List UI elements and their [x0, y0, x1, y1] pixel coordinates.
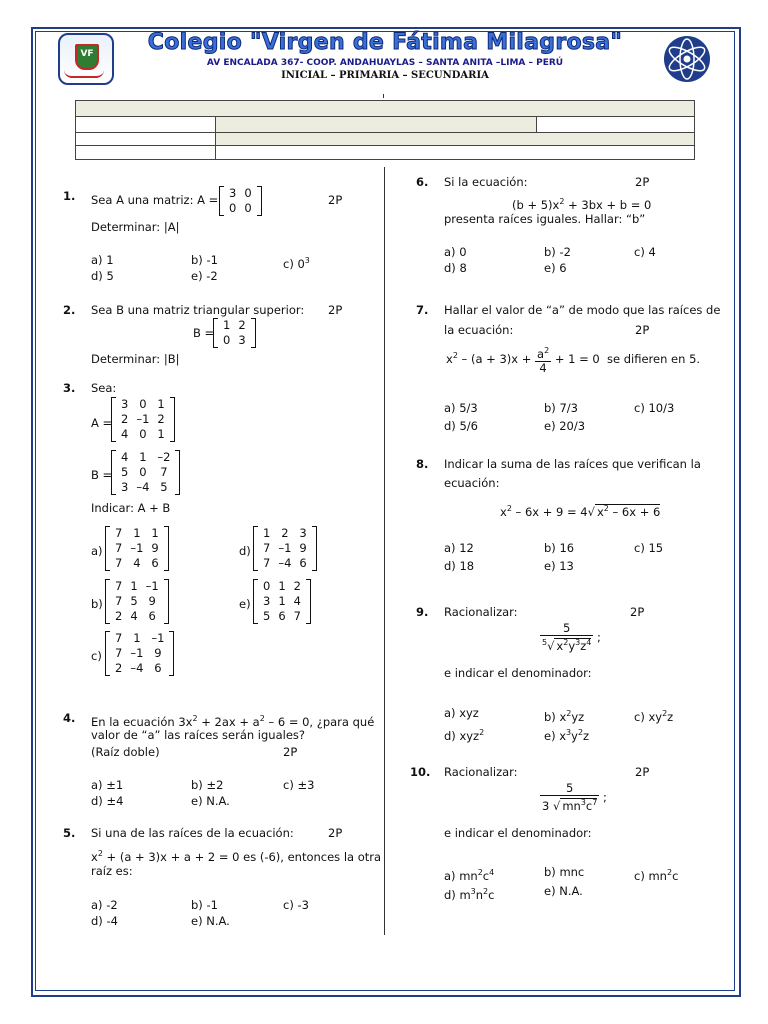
question-ask: Indicar: A + B — [91, 501, 171, 515]
option-c[interactable]: c) ±3 — [283, 778, 315, 792]
question-text-line-1: Indicar la suma de las raíces que verifican la — [444, 457, 701, 471]
question-text-line-3: e indicar el denominador: — [444, 666, 592, 680]
option-b-label[interactable]: b) — [91, 597, 103, 611]
question-points: 2P — [283, 745, 298, 759]
question-equation: $(b + 5)x^2 + 3bx + b = 0$ — [512, 197, 652, 212]
matrix-lhs: B = — [193, 326, 215, 340]
question-7 — [416, 302, 721, 437]
option-d[interactable]: d) 18 — [444, 559, 475, 573]
school-name: Colegio "Virgen de Fátima Milagrosa" — [147, 30, 623, 55]
option-b[interactable]: b) 16 — [544, 541, 575, 555]
info-label-cell — [76, 133, 216, 146]
info-title-cell[interactable] — [76, 101, 695, 117]
question-text-line-3: (Raíz doble) — [91, 745, 160, 759]
question-number: 7. — [416, 303, 429, 317]
option-e[interactable]: e) N.A. — [544, 884, 583, 898]
option-c[interactable]: c) 4 — [634, 245, 656, 259]
question-text-line-1: En la ecuación $3x^2 + 2ax + a^2 - 6 = 0$, ¿para qué — [91, 714, 375, 729]
option-e[interactable]: e) 6 — [544, 261, 567, 275]
question-text-line-2: $x^2 + (a + 3)x + a + 2 = 0$ es (-6), entonces la otra — [91, 849, 382, 864]
question-number: 9. — [416, 605, 429, 619]
question-points: 2P — [328, 826, 343, 840]
option-e[interactable]: e) N.A. — [191, 914, 230, 928]
question-number: 2. — [63, 303, 76, 317]
option-d[interactable]: d) $m^3n^2c$ — [444, 887, 495, 902]
option-a[interactable]: a) 12 — [444, 541, 474, 555]
option-e[interactable]: e) $x^3y^2z$ — [544, 728, 590, 743]
question-number: 6. — [416, 175, 429, 189]
option-e-label[interactable]: e) — [239, 597, 251, 611]
header-mark — [383, 94, 384, 98]
option-e-matrix[interactable]: 0 1 2 3 1 4 5 6 7 — [253, 579, 311, 624]
option-a[interactable]: a) $mn^2c^4$ — [444, 868, 495, 883]
atom-globe-logo — [659, 34, 715, 84]
question-prompt: Sea: — [91, 381, 117, 395]
option-b[interactable]: b) mnc — [544, 865, 585, 879]
school-levels: INICIAL – PRIMARIA – SECUNDARIA — [281, 70, 489, 81]
school-address: AV ENCALADA 367- COOP. ANDAHUAYLAS – SANTA ANITA –LIMA – PERÚ — [206, 58, 564, 68]
question-text-line-2: la ecuación: — [444, 323, 514, 337]
question-text-line-1: Si una de las raíces de la ecuación: — [91, 826, 294, 840]
info-date-cell[interactable] — [537, 117, 695, 133]
option-c[interactable]: c) $mn^2c$ — [634, 868, 679, 883]
option-b[interactable]: b) ±2 — [191, 778, 224, 792]
column-divider — [384, 167, 385, 935]
option-d[interactable]: d) ±4 — [91, 794, 124, 808]
option-c[interactable]: c) -3 — [283, 898, 309, 912]
info-label-cell — [76, 117, 216, 133]
question-equation: $x^2 - (a + 3)x$ + $\frac{a^2}{4}$ + 1 = 0 se difieren en 5. — [446, 346, 701, 375]
question-points: 2P — [630, 605, 645, 619]
question-10 — [410, 764, 706, 904]
question-number: 5. — [63, 826, 76, 840]
info-name-cell[interactable] — [216, 117, 537, 133]
crest-letters: VF — [80, 49, 94, 59]
question-text-line-1: Racionalizar: — [444, 765, 518, 779]
option-c[interactable]: c) 15 — [634, 541, 664, 555]
question-ask: Determinar: |A| — [91, 220, 180, 234]
question-fraction: $\frac{5}{3 √ mn^3c^7}$ ; — [542, 781, 607, 813]
matrix-lhs: A = — [91, 416, 113, 430]
question-text-line-2: valor de “a” las raíces serán iguales? — [91, 728, 306, 742]
option-a[interactable]: a) 0 — [444, 245, 467, 259]
question-3 — [63, 380, 371, 690]
question-number: 8. — [416, 457, 429, 471]
question-5 — [63, 825, 382, 928]
option-a[interactable]: a) ±1 — [91, 778, 124, 792]
option-d[interactable]: d) xyz$^2$ — [444, 728, 485, 743]
question-text-line-3: raíz es: — [91, 864, 133, 878]
question-text-line-2: ecuación: — [444, 476, 500, 490]
option-b[interactable]: b) 7/3 — [544, 401, 578, 415]
option-a[interactable]: a) -2 — [91, 898, 118, 912]
option-d[interactable]: d) 5/6 — [444, 419, 478, 433]
info-teacher-cell[interactable] — [216, 146, 695, 160]
option-e[interactable]: e) N.A. — [191, 794, 230, 808]
option-d[interactable]: d) 5 — [91, 269, 114, 283]
option-c[interactable]: c) $xy^2z$ — [634, 709, 674, 724]
matrix-b: 1 2 0 3 — [213, 318, 256, 348]
question-points: 2P — [635, 765, 650, 779]
matrix-lhs: B = — [91, 468, 113, 482]
option-a-label[interactable]: a) — [91, 544, 103, 558]
option-a[interactable]: a) xyz — [444, 706, 479, 720]
question-fraction: $\frac{5}{^5√ x^2y^3z^4}$ ; — [542, 621, 601, 653]
option-c[interactable]: c) $0^3$ — [283, 256, 310, 271]
option-b[interactable]: b) -1 — [191, 253, 218, 267]
option-c-label[interactable]: c) — [91, 649, 102, 663]
option-d-label[interactable]: d) — [239, 544, 251, 558]
option-e[interactable]: e) 20/3 — [544, 419, 586, 433]
option-e[interactable]: e) -2 — [191, 269, 218, 283]
option-b[interactable]: b) -1 — [191, 898, 218, 912]
question-number: 4. — [63, 711, 76, 725]
question-prompt: Sea B una matriz triangular superior: — [91, 303, 305, 317]
option-b-matrix[interactable]: 7 1 –1 7 5 9 2 4 6 — [105, 579, 169, 624]
option-a-matrix[interactable]: 7 1 1 7 –1 9 7 4 6 — [105, 526, 169, 571]
question-number: 10. — [410, 765, 431, 779]
info-grade-cell[interactable] — [216, 133, 695, 146]
option-a[interactable]: a) 1 — [91, 253, 114, 267]
question-text-line-1: Racionalizar: — [444, 605, 518, 619]
question-text-line-3: e indicar el denominador: — [444, 826, 592, 840]
crest-shield-icon — [75, 44, 99, 70]
option-d[interactable]: d) 8 — [444, 261, 467, 275]
option-b[interactable]: b) -2 — [544, 245, 571, 259]
student-info-table — [75, 100, 695, 160]
question-points: 2P — [328, 303, 343, 317]
option-e[interactable]: e) 13 — [544, 559, 574, 573]
matrix-a: 3 0 0 0 — [219, 186, 262, 216]
option-d-matrix[interactable]: 1 2 3 7 –1 9 7 –4 6 — [253, 526, 317, 571]
school-crest-logo — [58, 33, 114, 85]
question-prompt: Sea A una matriz: A = — [91, 193, 219, 207]
question-text-line-3: presenta raíces iguales. Hallar: “b” — [444, 212, 646, 226]
question-number: 3. — [63, 381, 76, 395]
question-4 — [63, 710, 375, 810]
question-text-line-1: Hallar el valor de “a” de modo que las raíces de — [444, 303, 721, 317]
question-equation: $x^2 - 6x + 9 = 4√$ $x^2 - 6x + 6$ — [500, 504, 661, 519]
question-points: 2P — [635, 175, 650, 189]
info-label-cell — [76, 146, 216, 160]
question-6 — [416, 174, 704, 284]
question-9 — [416, 604, 706, 744]
matrix-b: 4 1 –2 5 0 7 3 –4 5 — [111, 450, 180, 495]
crest-ribbon — [64, 70, 104, 78]
option-b[interactable]: b) $x^2yz$ — [544, 709, 585, 724]
option-d[interactable]: d) -4 — [91, 914, 118, 928]
question-8 — [416, 456, 706, 576]
question-points: 2P — [635, 323, 650, 337]
question-number: 1. — [63, 189, 76, 203]
question-1 — [63, 186, 371, 288]
option-a[interactable]: a) 5/3 — [444, 401, 478, 415]
question-points: 2P — [328, 193, 343, 207]
option-c[interactable]: c) 10/3 — [634, 401, 675, 415]
option-c-matrix[interactable]: 7 1 –1 7 –1 9 2 –4 6 — [105, 631, 174, 676]
matrix-a: 3 0 1 2 –1 2 4 0 1 — [111, 397, 175, 442]
question-2 — [63, 302, 371, 372]
question-text-line-1: Si la ecuación: — [444, 175, 528, 189]
question-ask: Determinar: |B| — [91, 352, 180, 366]
